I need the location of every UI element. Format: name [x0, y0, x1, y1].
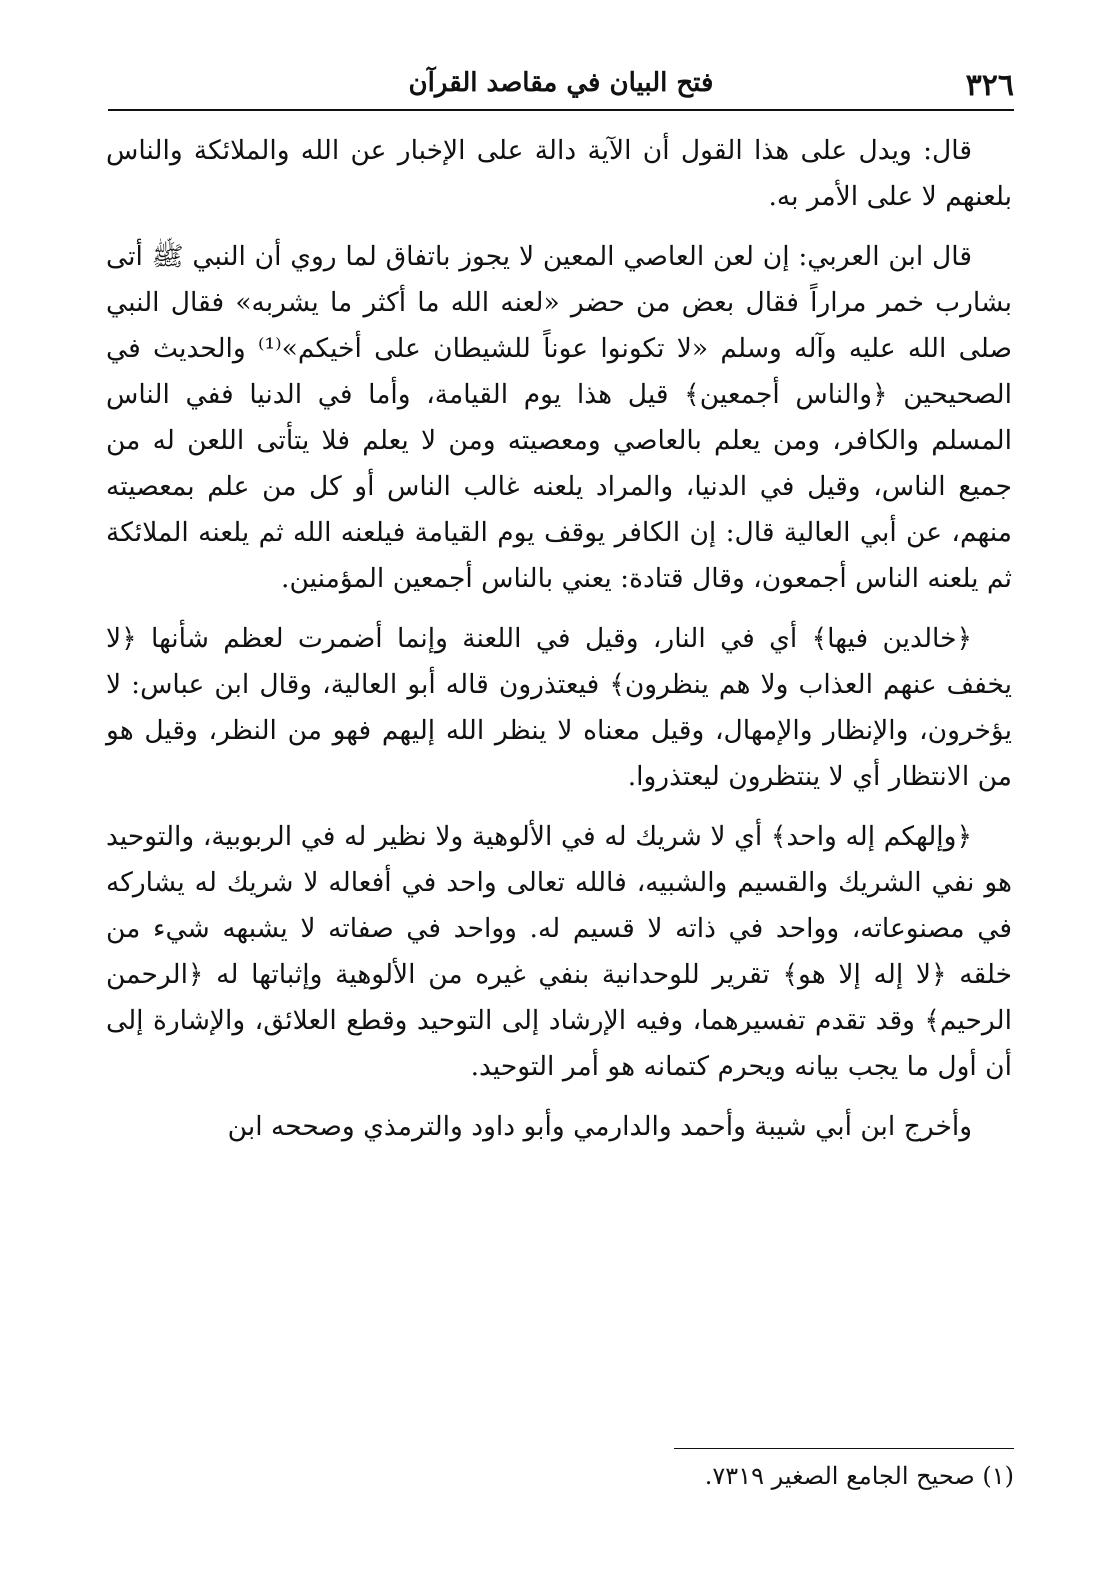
paragraph-5: وأخرج ابن أبي شيبة وأحمد والدارمي وأبو داود والترمذي وصححه ابن	[227, 1111, 972, 1142]
paragraph-4: ﴿وإلهكم إله واحد﴾ أي لا شريك له في الألوهية ولا نظير له في الربوبية، والتوحيد هو نفي الشريك والقسيم والشبيه، فالله تعالى واحد في أفعاله لا شريك له يشاركه في مصنوعاته، وواحد في ذاته لا قسيم له. وواحد في صفاته لا يشبهه شيء من خلقه ﴿لا إله إلا هو﴾ تقرير للوحدانية بنفي غيره من الألوهية وإثباتها له ﴿الرحمن الرحيم﴾ وقد تقدم تفسيرهما، وفيه الإرشاد إلى التوحيد وقطع العلائق، والإشارة إلى أن أول ما يجب بيانه ويحرم كتمانه هو أمر التوحيد.	[106, 821, 1012, 1082]
running-header	[108, 62, 1014, 110]
paragraph-3: ﴿خالدين فيها﴾ أي في النار، وقيل في اللعنة وإنما أضمرت لعظم شأنها ﴿لا يخفف عنهم العذاب ولا هم ينظرون﴾ فيعتذرون قاله أبو العالية، وقال ابن عباس: لا يؤخرون، والإنظار والإمهال، وقيل معناه لا ينظر الله إليهم فهو من النظر، وقيل هو من الانتظار أي لا ينتظرون ليعتذروا.	[106, 623, 1012, 792]
page-body	[106, 128, 1012, 1164]
page-number: ٣٢٦	[965, 68, 1014, 103]
footnote: (١) صحيح الجامع الصغير ٧٣١٩.	[704, 1462, 1014, 1490]
paragraph-2: قال ابن العربي: إن لعن العاصي المعين لا يجوز باتفاق لما روي أن النبي ﷺ أتى بشارب خمر مراراً فقال بعض من حضر «لعنه الله ما أكثر ما يشربه» فقال النبي صلى الله عليه وآله وسلم «لا تكونوا عوناً للشيطان على أخيكم»⁽¹⁾ والحديث في الصحيحين ﴿والناس أجمعين﴾ قيل هذا يوم القيامة، وأما في الدنيا ففي الناس المسلم والكافر، ومن يعلم بالعاصي ومعصيته ومن لا يعلم فلا يتأتى اللعن له من جميع الناس، وقيل في الدنيا، والمراد يلعنه غالب الناس أو كل من علم بمعصيته منهم، عن أبي العالية قال: إن الكافر يوقف يوم القيامة فيلعنه الله ثم يلعنه الملائكة ثم يلعنه الناس أجمعون، وقال قتادة: يعني بالناس أجمعين المؤمنين.	[106, 241, 1012, 594]
footnote-divider	[674, 1448, 1014, 1449]
book-title: فتح البيان في مقاصد القرآن	[408, 68, 714, 98]
header-divider	[108, 109, 1014, 111]
paragraph-1: قال: ويدل على هذا القول أن الآية دالة على الإخبار عن الله والملائكة والناس بلعنهم لا على الأمر به.	[106, 135, 1012, 212]
